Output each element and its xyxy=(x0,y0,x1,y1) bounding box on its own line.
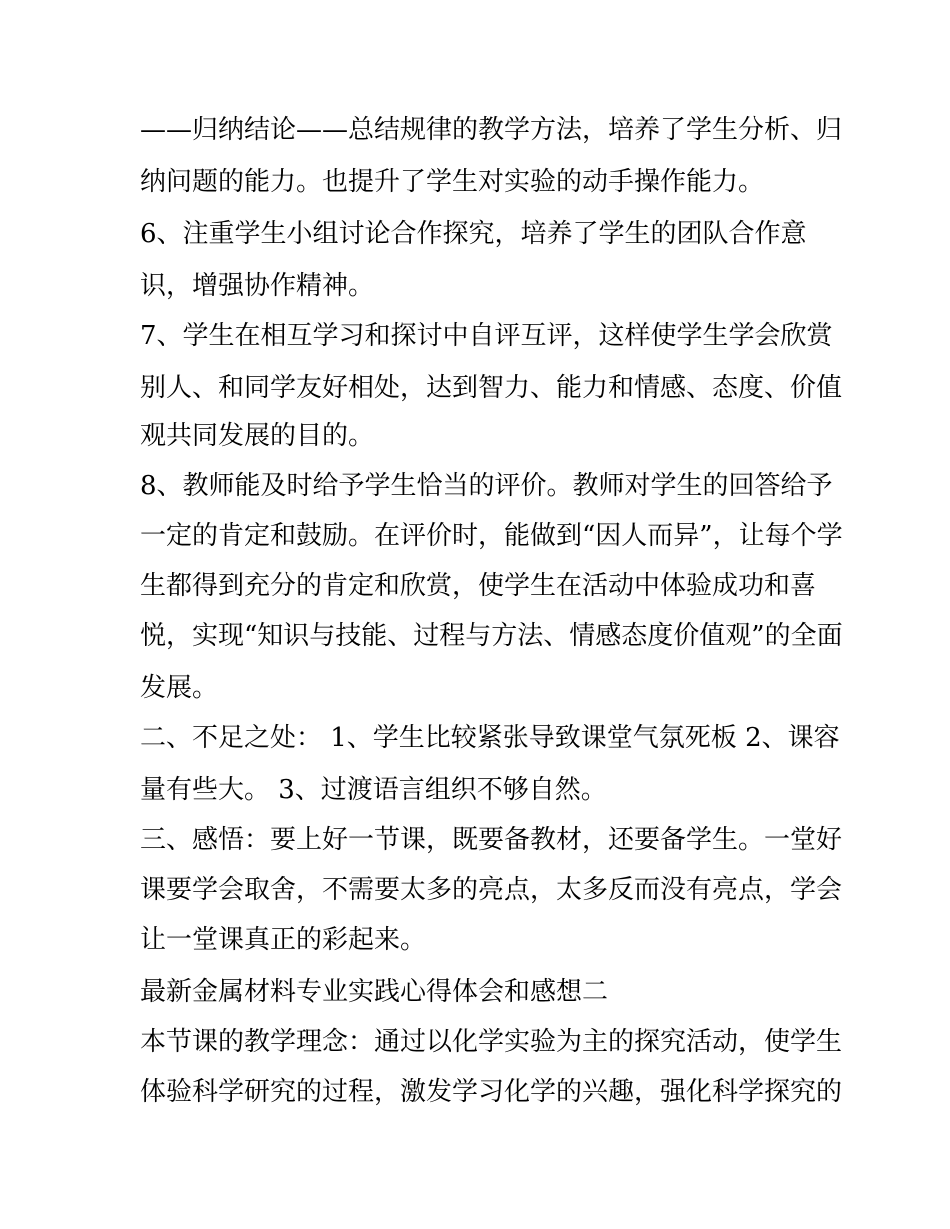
text-line: 别人、和同学友好相处，达到智力、能力和情感、态度、价值 xyxy=(140,373,843,403)
text-line: 本节课的教学理念：通过以化学实验为主的探究活动，使学生 xyxy=(140,1027,843,1057)
text-line: 8、教师能及时给予学生恰当的评价。教师对学生的回答给予 xyxy=(140,471,833,501)
text-line: 悦，实现“知识与技能、过程与方法、情感态度价值观”的全面 xyxy=(140,621,843,651)
text-line: 二、不足之处： 1、学生比较紧张导致课堂气氛死板 2、课容 xyxy=(140,723,840,753)
text-line: 7、学生在相互学习和探讨中自评互评，这样使学生学会欣赏 xyxy=(140,321,833,351)
text-line: 生都得到充分的肯定和欣赏，使学生在活动中体验成功和喜 xyxy=(140,571,817,601)
text-line: 一定的肯定和鼓励。在评价时，能做到“因人而异”，让每个学 xyxy=(140,521,843,551)
text-line: 课要学会取舍，不需要太多的亮点，太多反而没有亮点，学会 xyxy=(140,875,843,905)
text-line: 观共同发展的目的。 xyxy=(140,421,375,451)
text-line: 纳问题的能力。也提升了学生对实验的动手操作能力。 xyxy=(140,167,765,197)
text-line: ——归纳结论——总结规律的教学方法，培养了学生分析、归 xyxy=(140,115,843,145)
text-line: 识，增强协作精神。 xyxy=(140,271,375,301)
text-line: 量有些大。 3、过渡语言组织不够自然。 xyxy=(140,775,607,805)
text-line: 体验科学研究的过程，激发学习化学的兴趣，强化科学探究的 xyxy=(140,1077,843,1107)
section-heading: 最新金属材料专业实践心得体会和感想二 xyxy=(140,977,609,1007)
text-line: 让一堂课真正的彩起来。 xyxy=(140,925,427,955)
text-line: 6、注重学生小组讨论合作探究，培养了学生的团队合作意 xyxy=(140,219,807,249)
text-line: 发展。 xyxy=(140,673,219,703)
text-line: 三、感悟：要上好一节课，既要备教材，还要备学生。一堂好 xyxy=(140,825,843,855)
